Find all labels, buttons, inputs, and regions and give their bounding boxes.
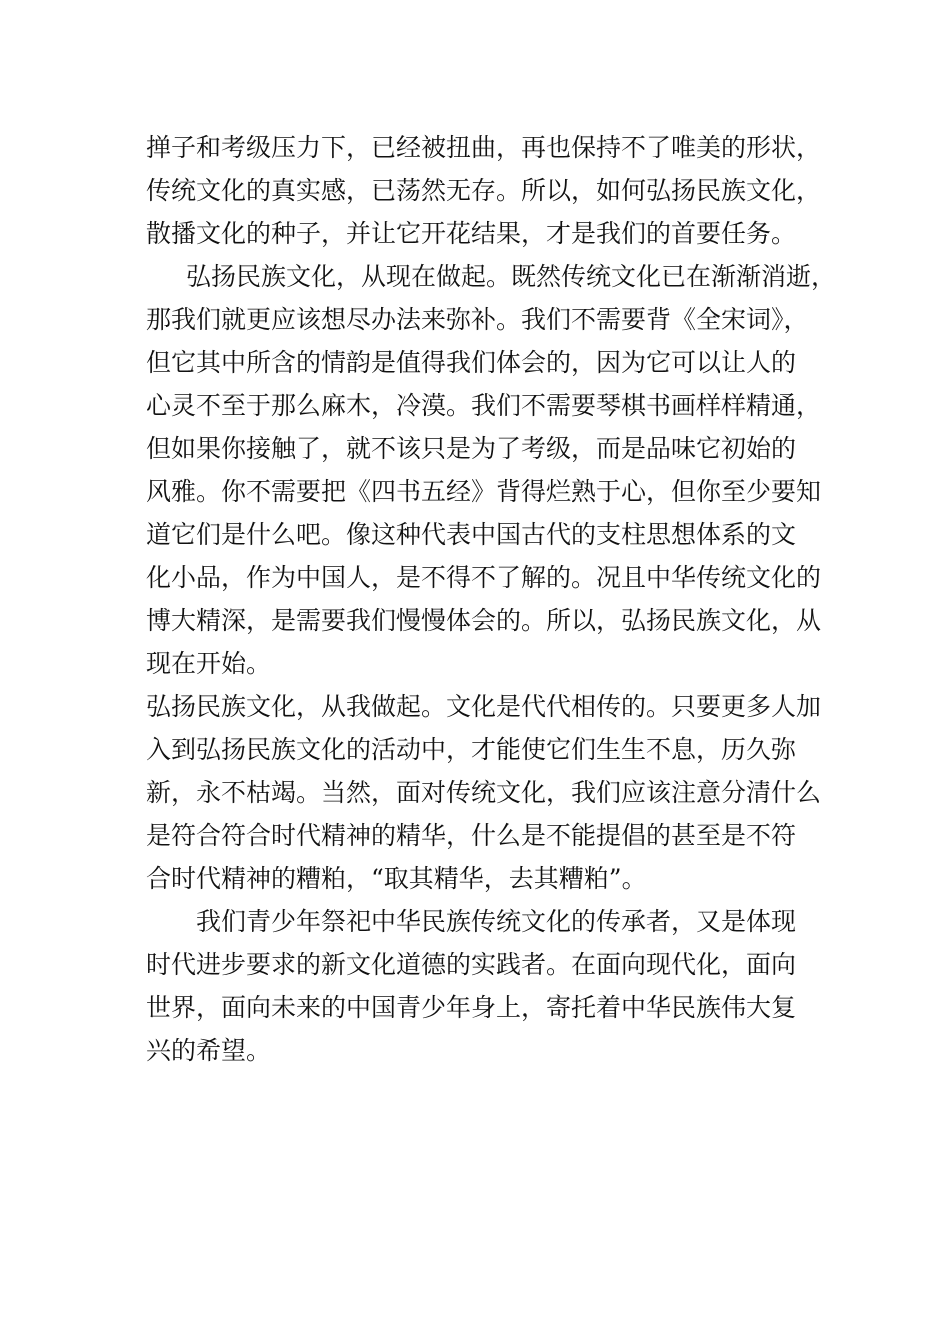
- text-line: 弘扬民族文化，从现在做起。既然传统文化已在渐渐消逝，: [186, 262, 837, 291]
- text-line: 但它其中所含的情韵是值得我们体会的，因为它可以让人的: [146, 348, 797, 377]
- text-line: 化小品，作为中国人，是不得不了解的。况且中华传统文化的: [146, 563, 822, 592]
- paragraph-1: [146, 126, 826, 255]
- text-line: 是符合符合时代精神的精华，什么是不能提倡的甚至是不符: [146, 821, 797, 850]
- text-line: 时代进步要求的新文化道德的实践者。在面向现代化，面向: [146, 950, 797, 979]
- text-line: 但如果你接触了，就不该只是为了考级，而是品味它初始的: [146, 434, 797, 463]
- text-line: 现在开始。: [146, 649, 272, 678]
- text-line: 风雅。你不需要把《四书五经》背得烂熟于心，但你至少要知: [146, 477, 822, 506]
- text-line: 合时代精神的糟粕，“取其精华，去其糟粕”。: [146, 864, 647, 893]
- text-line: 世界，面向未来的中国青少年身上，寄托着中华民族伟大复: [146, 993, 797, 1022]
- paragraph-2: [146, 255, 837, 685]
- text-line: 心灵不至于那么麻木，冷漠。我们不需要琴棋书画样样精通，: [146, 391, 822, 420]
- text-line: 散播文化的种子，并让它开花结果，才是我们的首要任务。: [146, 219, 797, 248]
- text-line: 新，永不枯竭。当然，面对传统文化，我们应该注意分清什么: [146, 778, 822, 807]
- paragraph-4: [146, 900, 826, 1072]
- text-line: 传统文化的真实感，已荡然无存。所以，如何弘扬民族文化，: [146, 176, 822, 205]
- text-line: 道它们是什么吧。像这种代表中国古代的支柱思想体系的文: [146, 520, 797, 549]
- paragraph-3: [146, 685, 826, 900]
- text-line: 掸子和考级压力下，已经被扭曲，再也保持不了唯美的形状，: [146, 133, 822, 162]
- text-line: 博大精深，是需要我们慢慢体会的。所以，弘扬民族文化，从: [146, 606, 822, 635]
- text-line: 兴的希望。: [146, 1036, 272, 1065]
- body-text: [146, 126, 837, 1072]
- text-line: 那我们就更应该想尽办法来弥补。我们不需要背《全宋词》，: [146, 305, 809, 334]
- text-line: 入到弘扬民族文化的活动中，才能使它们生生不息，历久弥: [146, 735, 797, 764]
- text-line: 弘扬民族文化，从我做起。文化是代代相传的。只要更多人加: [146, 692, 822, 721]
- text-line: 我们青少年祭祀中华民族传统文化的传承者，又是体现: [196, 907, 797, 936]
